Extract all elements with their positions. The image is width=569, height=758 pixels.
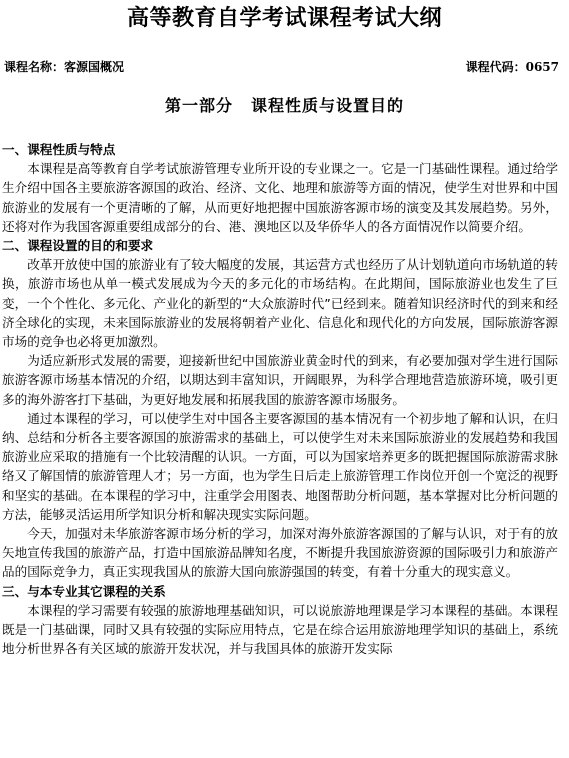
paragraph: 改革开放使中国的旅游业有了较大幅度的发展，其运营方式也经历了从计划轨道向市场轨道的转换，旅游市场也从单一模式发展成为今天的多元化的市场结构。在此期间，国际旅游业也发生了巨变，一个个性化、多元化、产业化的新型的“大众旅游时代”已经到来。随着知识经济时代的到来和经济全球化的实现，未来国际旅游业的发展将朝着产业化、信息化和现代化的方向发展，国际旅游客源市场的竞争也必将更加激烈。 (2, 257, 558, 350)
section-heading: 一、课程性质与特点 (2, 142, 116, 157)
section-nature (2, 140, 558, 236)
paragraph: 本课程是高等教育自学考试旅游管理专业所开设的专业课之一。它是一门基础性课程。通过给学生介绍中国各主要旅游客源国的政治、经济、文化、地理和旅游等方面的情况，使学生对世界和中国旅游业的发展有一个更清晰的了解，从而更好地把握中国旅游客源市场的演变及其发展趋势。另外，还将对作为我国客源重要组成部分的台、港、澳地区以及华侨华人的各方面情况作以简要介绍。 (2, 161, 558, 234)
part-heading (0, 94, 569, 118)
part-name: 课程性质与设置目的 (251, 96, 405, 115)
document-body (2, 140, 558, 658)
course-code: 课程代码：0657 (465, 60, 559, 74)
course-meta-row (4, 57, 559, 77)
document-title: 高等教育自学考试课程考试大纲 (126, 6, 442, 31)
section-heading: 三、与本专业其它课程的关系 (2, 583, 166, 599)
paragraph: 为适应新形式发展的需要，迎接新世纪中国旅游业黄金时代的到来，有必要加强对学生进行国际旅游客源市场基本情况的介绍，以期达到丰富知识，开阔眼界，为科学合理地营造旅游环境，吸引更多的海外游客打下基础，为更好地发展和拓展我国的旅游客源市场服务。 (2, 353, 558, 407)
part-number: 第一部分 (164, 96, 233, 115)
paragraph: 通过本课程的学习，可以使学生对中国各主要客源国的基本情况有一个初步地了解和认识，在归纳、总结和分析各主要客源国的旅游需求的基础上，可以使学生对未来国际旅游业的发展趋势和我国旅游业应采取的措施有一个比较清醒的认识。一方面，可以为国家培养更多的既把握国际旅游需求脉络又了解国情的旅游管理人才；另一方面，也为学生日后走上旅游管理工作岗位开创一个宽泛的视野和坚实的基础。在本课程的学习中，注重学会用图表、地图帮助分析问题，基本掌握对比分析问题的方法，能够灵活运用所学知识分析和解决现实实际问题。 (2, 410, 558, 522)
course-name: 课程名称：客源国概况 (4, 60, 125, 74)
paragraph: 今天，加强对未华旅游客源市场分析的学习，加深对海外旅游客源国的了解与认识，对于有的放矢地宣传我国的旅游产品，打造中国旅游品牌知名度，不断提升我国旅游资源的国际吸引力和旅游产品的国际竞争力，真正实现我国从的旅游大国向旅游强国的转变，有着十分重大的现实意义。 (2, 526, 558, 580)
section-relations (2, 582, 558, 659)
paragraph: 本课程的学习需要有较强的旅游地理基础知识，可以说旅游地理课是学习本课程的基础。本课程既是一门基础课，同时又具有较强的实际应用特点，它是在综合运用旅游地理学知识的基础上，系统地分析世界各有关区域的旅游开发状况，并与我国具体的旅游开发实际 (2, 602, 558, 657)
section-heading: 二、课程设置的目的和要求 (2, 238, 154, 254)
section-purpose (2, 236, 558, 582)
